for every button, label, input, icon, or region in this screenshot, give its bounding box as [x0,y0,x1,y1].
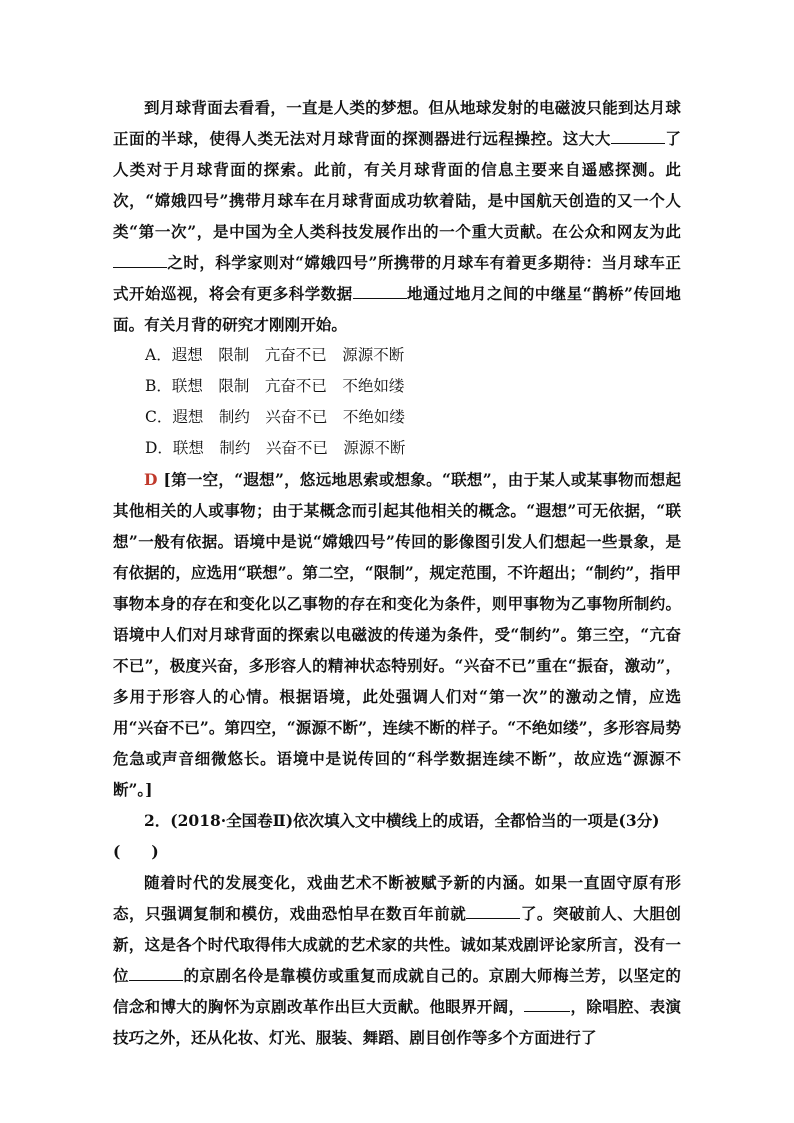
question-2-stem: 2．(2018·全国卷Ⅱ)依次填入文中横线上的成语，全都恰当的一项是(3分)( ) [113,811,660,861]
option-c: C．遐想 制约 兴奋不已 不绝如缕 [145,408,405,426]
fill-blank-4 [466,904,520,919]
answer-explanation-text: [第一空，“遐想”，悠远地思索或想象。“联想”，由于某人或某事物而想起其他相关的人或事物；由于某概念而引起其他相关的概念。“遐想”可无依据，“联想”一般有依据。语境中是说“嫦娥四号”传回的影像图引发人们想起一些景象，是有依据的，应选用“联想”。第二空，“限制”，规定范围，不许超出；“制约”，指甲事物本身的存在和变化以乙事物的存在和变化为条件，则甲事物为乙事物所制约。语境中人们对月球背面的探索以电磁波的传递为条件，受“制约”。第三空，“亢奋不已”，极度兴奋，多形容人的精神状态特别好。“兴奋不已”重在“振奋，激动”，多用于形容人的心情。根据语境，此处强调人们对“第一次”的激动之情，应选用“兴奋不已”。第四空，“源源不断”，连续不断的样子。“不绝如缕”，多形容局势危急或声音细微悠长。语境中是说传回的“科学数据连续不断”，故应选“源源不断”。] [113,470,681,799]
passage-1-text-4: 地通过地月之间的中继星“鹊桥”传回地面。有关月背的研究才刚刚开始。 [113,284,681,334]
option-b: B．联想 限制 亢奋不已 不绝如缕 [145,377,405,395]
fill-blank-2 [113,253,167,268]
answer-options [113,340,681,464]
fill-blank-6 [524,997,570,1012]
passage-2 [113,867,681,1053]
passage-2-text-3: 的京剧名伶是靠模仿或重复而成就自己的。京剧大师梅兰芳，以坚定的信念和博大的胸怀为京剧改革作出巨大贡献。他眼界开阔， [113,966,681,1016]
passage-1-text-1: 到月球背面去看看，一直是人类的梦想。但从地球发射的电磁波只能到达月球正面的半球，使得人类无法对月球背面的探测器进行远程操控。这大大 [113,98,681,148]
passage-2-text-2: 了。突破前人、大胆创新，这是各个时代取得伟大成就的艺术家的共性。诚如某戏剧评论家所言，没有一位 [113,904,681,985]
passage-1 [113,92,681,340]
answer-letter: D [144,470,158,489]
passage-1-text-3: 之时，科学家则对“嫦娥四号”所携带的月球车有着更多期待：当月球车正式开始巡视，将会有更多科学数据 [113,253,681,303]
passage-2-text-1: 随着时代的发展变化，戏曲艺术不断被赋予新的内涵。如果一直固守原有形态，只强调复制和模仿，戏曲恐怕早在数百年前就 [113,873,681,923]
passage-2-text-4: ，除唱腔、表演技巧之外，还从化妆、灯光、服装、舞蹈、剧目创作等多个方面进行了 [113,997,681,1047]
fill-blank-5 [129,966,183,981]
option-a: A．遐想 限制 亢奋不已 源源不断 [145,346,405,364]
fill-blank-3 [353,284,407,299]
answer-explanation [113,464,681,805]
passage-1-text-2: 了人类对于月球背面的探索。此前，有关月球背面的信息主要来自遥感探测。此次，“嫦娥四号”携带月球车在月球背面成功软着陆，是中国航天创造的又一个人类“第一次”，是中国为全人类科技发展作出的一个重大贡献。在公众和网友为此 [113,129,681,241]
option-d: D．联想 制约 兴奋不已 源源不断 [145,439,406,457]
document-page [113,92,681,1053]
fill-blank-1 [611,129,665,144]
